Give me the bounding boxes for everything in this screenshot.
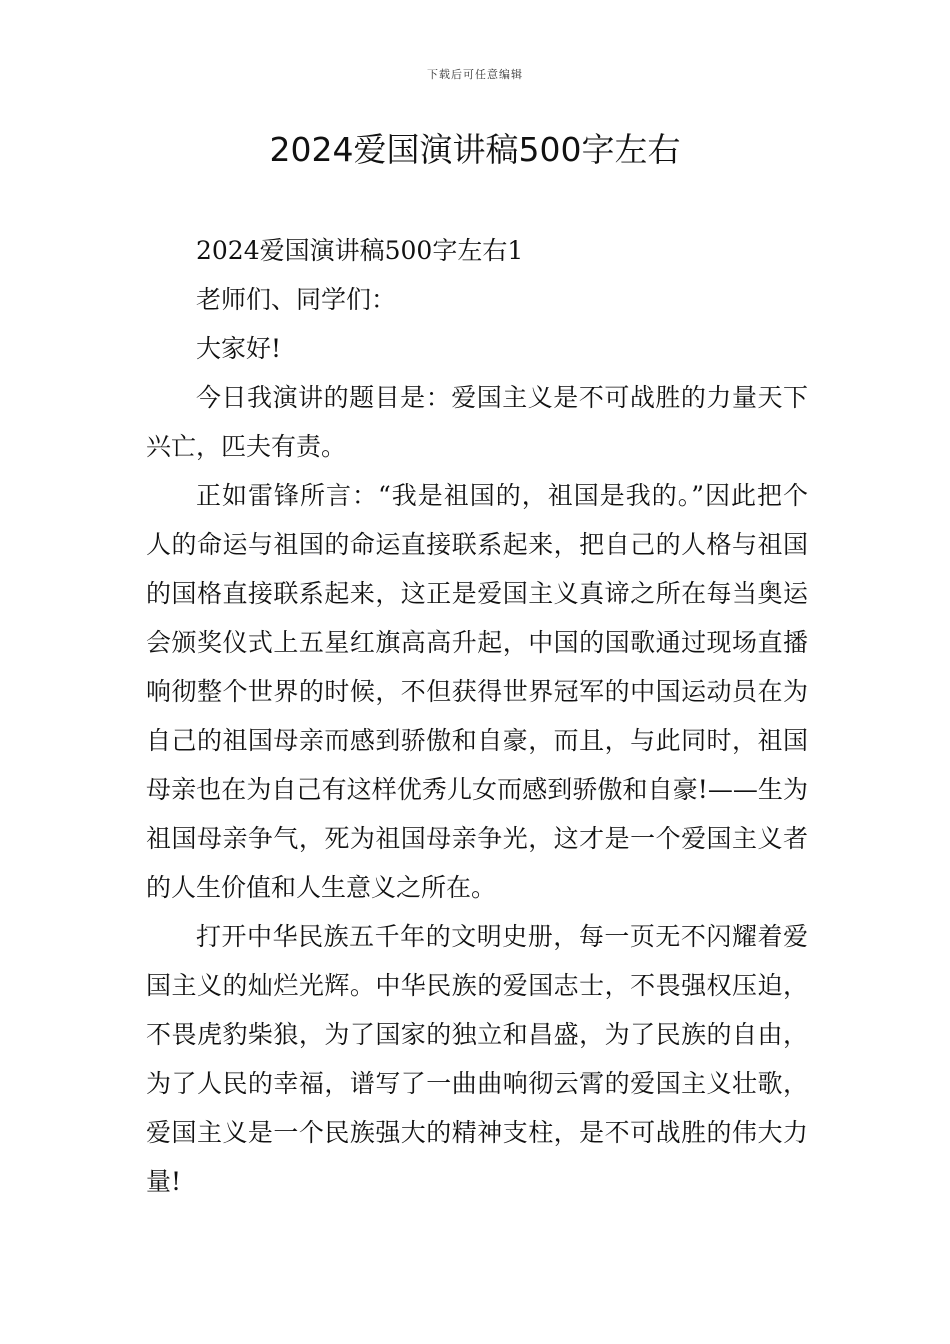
body-paragraph: 正如雷锋所言：“我是祖国的，祖国是我的。”因此把个人的命运与祖国的命运直接联系起来，把自己的人格与祖国的国格直接联系起来，这正是爱国主义真谛之所在每当奥运会颁奖仪式上五星红旗高高升起，中国的国歌通过现场直播响彻整个世界的时候，不但获得世界冠军的中国运动员在为自己的祖国母亲而感到骄傲和自豪，而且，与此同时，祖国母亲也在为自己有这样优秀儿女而感到骄傲和自豪!——生为祖国母亲争气，死为祖国母亲争光，这才是一个爱国主义者的人生价值和人生意义之所在。 [146,481,808,902]
salutation-paragraph: 老师们、同学们： [196,285,397,314]
body-paragraph: 打开中华民族五千年的文明史册，每一页无不闪耀着爱国主义的灿烂光辉。中华民族的爱国志士，不畏强权压迫，不畏虎豹柴狼，为了国家的独立和昌盛，为了民族的自由，为了人民的幸福，谱写了一曲曲响彻云霄的爱国主义壮歌，爱国主义是一个民族强大的精神支柱，是不可战胜的伟大力量! [146,922,808,1196]
document-title: 2024爱国演讲稿500字左右 [269,130,681,169]
document-body [146,226,808,1206]
body-paragraph: 今日我演讲的题目是：爱国主义是不可战胜的力量天下兴亡，匹夫有责。 [146,383,808,461]
subtitle-paragraph: 2024爱国演讲稿500字左右1 [196,236,524,265]
header-note: 下载后可任意编辑 [427,68,523,81]
greeting-paragraph: 大家好! [196,334,282,363]
